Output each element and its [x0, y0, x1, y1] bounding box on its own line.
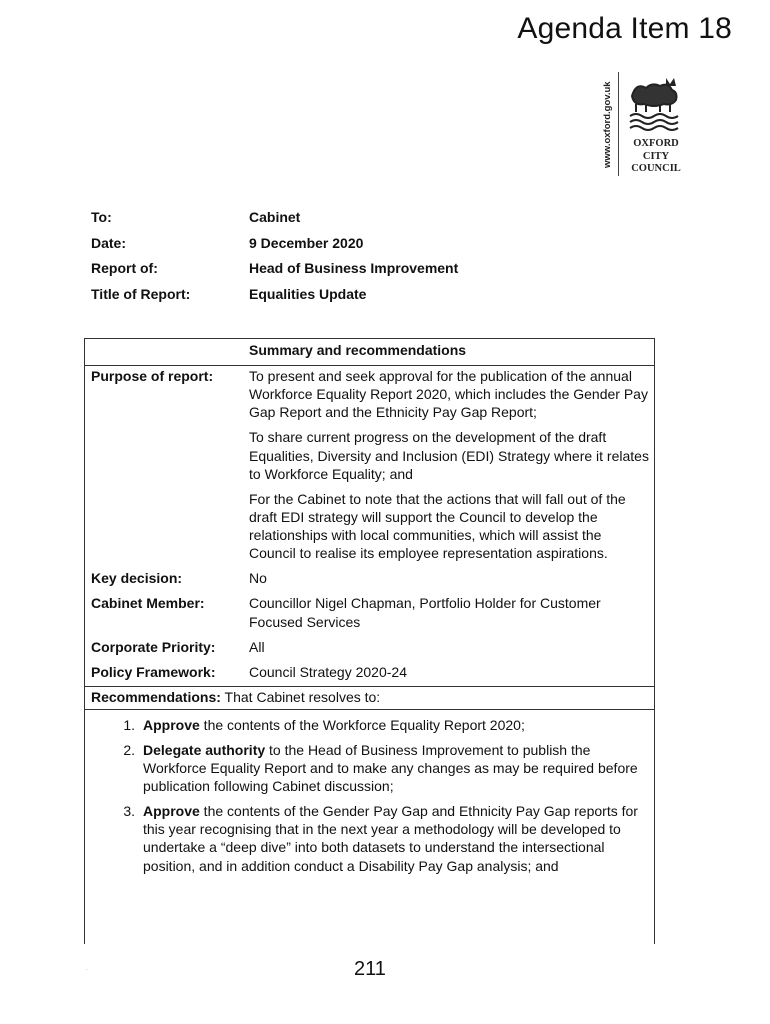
recommendations-list [85, 716, 654, 875]
policy-framework-label: Policy Framework: [91, 663, 216, 680]
policy-framework-row [85, 663, 654, 681]
recommendation-action: Delegate authority [143, 741, 266, 758]
report-meta [91, 209, 458, 311]
recommendation-text: the contents of the Workforce Equality Report 2020; [199, 717, 525, 734]
recommendation-number: 1. [123, 717, 135, 734]
summary-heading: Summary and recommendations [249, 342, 467, 358]
logo-url: www.oxford.gov.uk [602, 81, 613, 168]
recommendation-text: to the Head of Business Improvement to publish the Workforce Equality Report and to make any changes as may be required before publication following Cabinet discussion; [143, 741, 638, 795]
policy-framework-value: Council Strategy 2020-24 [249, 663, 407, 680]
key-decision-row [85, 569, 654, 594]
purpose-label: Purpose of report: [91, 368, 214, 384]
purpose-paragraph: To present and seek approval for the publication of the annual Workforce Equality Report 2020, which includes the Gender Pay Gap Report and the Ethnicity Pay Gap Report; [249, 368, 648, 421]
recommendation-action: Approve [143, 803, 200, 820]
logo-line: COUNCIL [631, 163, 681, 174]
meta-label: Date: [91, 234, 127, 251]
key-decision-label: Key decision: [91, 570, 183, 587]
summary-heading-row [85, 339, 654, 366]
meta-row-to [91, 209, 458, 235]
recommendation-number: 3. [123, 803, 135, 820]
meta-value: Equalities Update [249, 285, 367, 302]
agenda-item-heading: Agenda Item 18 [517, 12, 732, 45]
logo-line: CITY [642, 150, 670, 162]
recommendation-number: 2. [123, 741, 135, 758]
recommendations-label: Recommendations: [91, 688, 221, 705]
meta-value: 9 December 2020 [249, 234, 364, 251]
council-logo [600, 72, 700, 180]
corporate-priority-label: Corporate Priority: [91, 638, 216, 655]
cabinet-member-row [85, 594, 654, 637]
recommendations-heading [85, 686, 654, 710]
recommendation-action: Approve [143, 717, 200, 734]
corporate-priority-value: All [249, 638, 265, 655]
recommendation-text: the contents of the Gender Pay Gap and Ethnicity Pay Gap reports for this year recognising that in the next year a methodology will be developed to undertake a “deep dive” into both datasets to understand the intersectional position, and in addition conduct a Disability Pay Gap analysis; and [143, 803, 638, 874]
recommendation-item [85, 716, 654, 734]
purpose-paragraph: To share current progress on the development of the draft Equalities, Diversity and Inclusion (EDI) Strategy where it relates to Workforce Equality; and [249, 429, 649, 482]
cabinet-member-value: Councillor Nigel Chapman, Portfolio Holder for Customer Focused Services [249, 595, 601, 630]
meta-label: Report of: [91, 260, 158, 276]
key-decision-value: No [249, 570, 267, 587]
purpose-paragraph: For the Cabinet to note that the actions that will fall out of the draft EDI strategy will support the Council to develop the relationships with local communities, which will assist the Council to realise its employee representation aspirations. [249, 490, 626, 562]
corporate-priority-row [85, 638, 654, 663]
page-number: 211 [354, 958, 386, 980]
recommendations-intro: That Cabinet resolves to: [220, 688, 381, 705]
meta-value: Cabinet [249, 209, 301, 225]
meta-row-report-of [91, 260, 458, 286]
logo-divider [618, 72, 619, 176]
summary-table [84, 338, 655, 944]
meta-row-date [91, 235, 458, 261]
logo-wordmark [624, 138, 688, 176]
meta-row-title [91, 286, 458, 312]
purpose-row [85, 367, 654, 569]
meta-label: To: [91, 209, 112, 225]
recommendation-item [85, 802, 654, 875]
logo-line: OXFORD [633, 138, 679, 149]
recommendation-item [85, 741, 654, 796]
purpose-value [249, 367, 651, 569]
meta-value: Head of Business Improvement [249, 260, 459, 276]
cabinet-member-label: Cabinet Member: [91, 595, 205, 612]
oxford-city-council-crest-icon [626, 74, 684, 134]
meta-label: Title of Report: [91, 285, 191, 302]
page-mark: . [86, 966, 88, 972]
